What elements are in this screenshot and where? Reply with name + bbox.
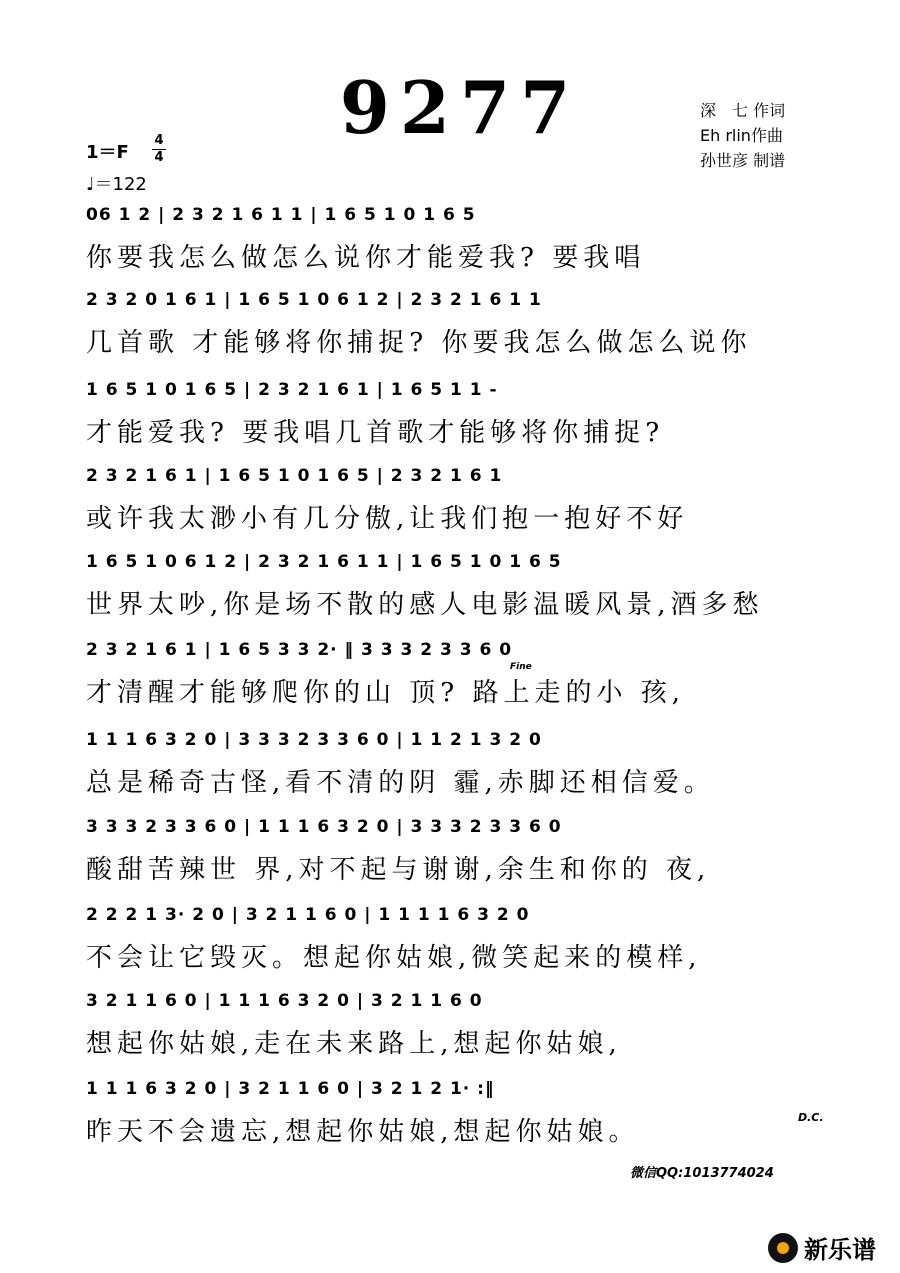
tempo-marking: ♩＝122 — [86, 174, 147, 195]
notation-line: 3 3 3 2 3 3 6 0 | 1 1 1 6 3 2 0 | 3 3 3 2 3 3 6 0 — [86, 817, 562, 837]
brand-name: 新乐谱 — [804, 1236, 876, 1264]
lyric-line: 或许我太渺小有几分傲,让我们抱一抱好不好 — [86, 504, 689, 534]
score-row — [86, 817, 816, 886]
score-row — [86, 552, 816, 621]
score-row — [86, 466, 816, 535]
lyric-line: 世界太吵,你是场不散的感人电影温暖风景,酒多愁 — [86, 590, 764, 620]
notation-line: 2 2 2 1 3· 2 0 | 3 2 1 1 6 0 | 1 1 1 1 6 3 2 0 — [86, 905, 530, 925]
notation-line: 1 6 5 1 0 1 6 5 | 2 3 2 1 6 1 | 1 6 5 1 1 - — [86, 380, 498, 400]
lyric-line: 酸甜苦辣世 界,对不起与谢谢,余生和你的 夜, — [86, 855, 711, 885]
lyric-line: 昨天不会遗忘,想起你姑娘,想起你姑娘。 — [86, 1117, 640, 1147]
score-row — [86, 640, 816, 709]
lyricist-credit: 深 七 作词 — [700, 101, 786, 120]
time-signature-bottom: 4 — [154, 150, 164, 165]
notation-line: 06 1 2 | 2 3 2 1 6 1 1 | 1 6 5 1 0 1 6 5 — [86, 205, 476, 225]
score-row — [86, 991, 816, 1060]
record-icon — [768, 1233, 798, 1263]
time-signature — [150, 134, 168, 165]
score-row — [86, 1079, 816, 1148]
lyric-line: 不会让它毁灭。想起你姑娘,微笑起来的模样, — [86, 943, 702, 973]
time-signature-top: 4 — [154, 133, 164, 148]
score-row — [86, 730, 816, 799]
score-row — [86, 205, 816, 274]
composer-credit: Eh rlin作曲 — [700, 126, 783, 145]
wechat-contact: 微信QQ:1013774024 — [630, 1166, 774, 1181]
score-row — [86, 905, 816, 974]
key-signature: 1＝F — [86, 142, 129, 163]
score-row — [86, 380, 816, 449]
notation-line: 1 1 1 6 3 2 0 | 3 2 1 1 6 0 | 3 2 1 2 1· :‖ — [86, 1079, 495, 1099]
score-row — [86, 290, 816, 359]
notation-line: 1 1 1 6 3 2 0 | 3 3 3 2 3 3 6 0 | 1 1 2 1 3 2 0 — [86, 730, 542, 750]
lyric-line: 几首歌 才能够将你捕捉? 你要我怎么做怎么说你 — [86, 328, 752, 358]
lyric-line: 想起你姑娘,走在未来路上,想起你姑娘, — [86, 1029, 622, 1059]
notation-line: 1 6 5 1 0 6 1 2 | 2 3 2 1 6 1 1 | 1 6 5 1 0 1 6 5 — [86, 552, 562, 572]
arranger-credit: 孙世彦 制谱 — [700, 151, 786, 170]
lyric-line: 你要我怎么做怎么说你才能爱我? 要我唱 — [86, 243, 646, 273]
dc-mark: D.C. — [798, 1111, 824, 1124]
notation-line: 2 3 2 1 6 1 | 1 6 5 1 0 1 6 5 | 2 3 2 1 6 1 — [86, 466, 503, 486]
lyric-line: 才能爱我? 要我唱几首歌才能够将你捕捉? — [86, 418, 665, 448]
notation-line: 2 3 2 0 1 6 1 | 1 6 5 1 0 6 1 2 | 2 3 2 1 6 1 1 — [86, 290, 542, 310]
lyric-line: 才清醒才能够爬你的山 顶? 路上走的小 孩, — [86, 678, 685, 708]
song-title: 9277 — [339, 65, 581, 150]
credits — [700, 98, 880, 173]
notation-line: 3 2 1 1 6 0 | 1 1 1 6 3 2 0 | 3 2 1 1 6 0 — [86, 991, 483, 1011]
lyric-line: 总是稀奇古怪,看不清的阴 霾,赤脚还相信爱。 — [86, 768, 715, 798]
notation-line: 2 3 2 1 6 1 | 1 6 5 3 3 2· ‖ 3 3 3 2 3 3 6 0 — [86, 640, 513, 660]
fine-mark: Fine — [510, 662, 532, 672]
brand-logo — [768, 1230, 876, 1265]
